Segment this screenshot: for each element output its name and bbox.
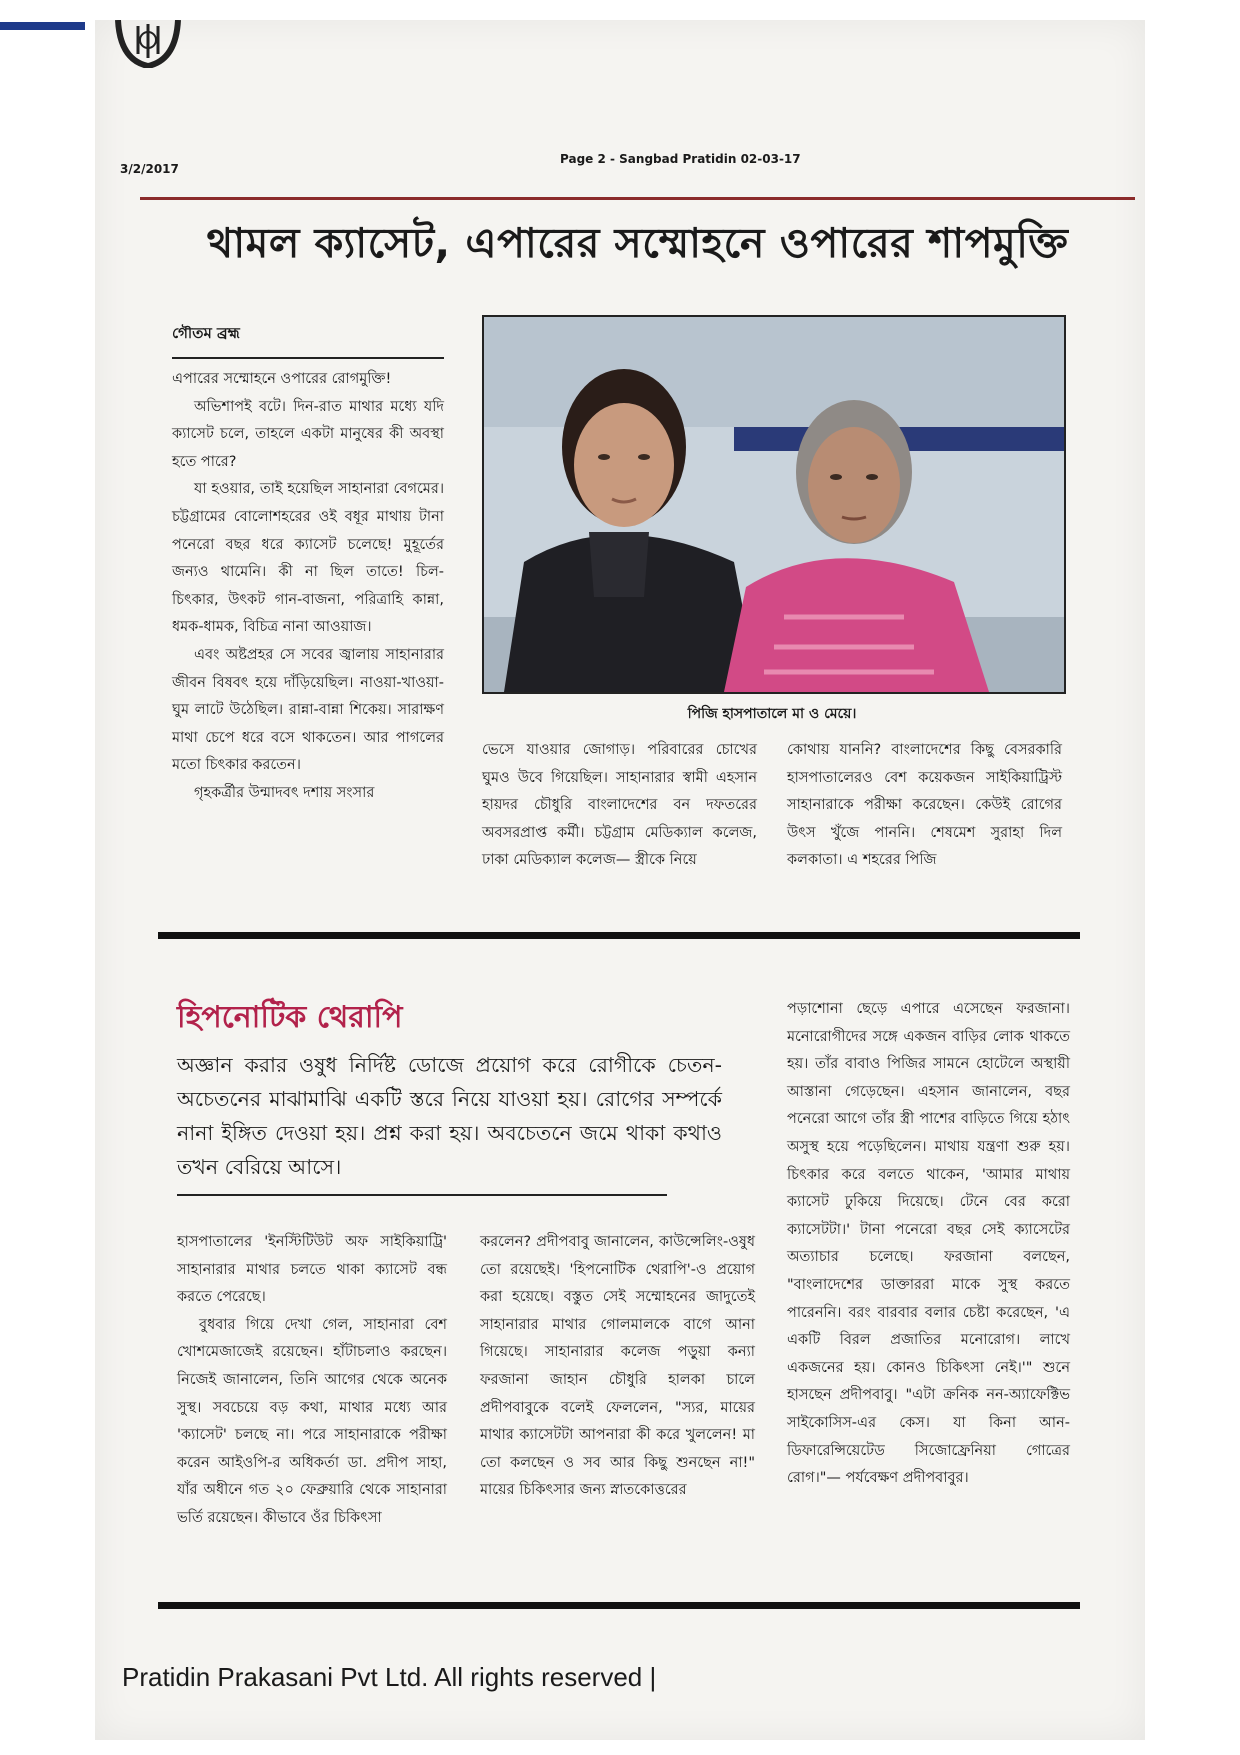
bottom-divider [158,1602,1080,1609]
sidebar-title: হিপনোটিক থেরাপি [177,1000,403,1035]
article-column-1 [172,366,444,808]
sidebar-lead: অজ্ঞান করার ওষুধ নির্দিষ্ট ডোজে প্রয়োগ করে রোগীকে চেতন-অচেতনের মাঝামাঝি একটি স্তরে নিয়ে যাওয়া হয়। রোগের সম্পর্কে নানা ইঙ্গিত দেওয়া হয়। প্রশ্ন করা হয়। অবচেতনে জমে থাকা কথাও তখন বেরিয়ে আসে। [177,1053,722,1179]
header-rule [140,197,1135,200]
paragraph: ভেসে যাওয়ার জোগাড়। পরিবারের চোখের ঘুমও উবে গিয়েছিল। সাহানারার স্বামী এহসান হায়দর চৌধুরি বাংলাদেশের বন দফতরের অবসরপ্রাপ্ত কর্মী। চট্টগ্রাম মেডিক্যাল কলেজ, ঢাকা মেডিক্যাল কলেজ— স্ত্রীকে নিয়ে [482,742,757,869]
paragraph: গৃহকর্ত্রীর উন্মাদবৎ দশায় সংসার [194,784,375,801]
paragraph: বুধবার গিয়ে দেখা গেল, সাহানারা বেশ খোশমেজাজেই রয়েছেন। হাঁটাচলাও করছেন। নিজেই জানালেন, তিনি আগের থেকে অনেক সুস্থ। সবচেয়ে বড় কথা, মাথার মধ্যে আর 'ক্যাসেট' চলছে না। পরে সাহানারাকে পরীক্ষা করেন আইওপি-র অধিকর্তা ডা. প্রদীপ সাহা, যাঁর অধীনে গত ২০ ফেব্রুয়ারি থেকে সাহানারা ভর্তি রয়েছেন। কীভাবে ওঁর চিকিৎসা [177,1316,447,1526]
photo-caption: পিজি হাসপাতালে মা ও মেয়ে। [687,706,857,722]
byline-rule [172,357,444,359]
paragraph: এপারের সম্মোহনে ওপারের রোগমুক্তি! [172,371,392,387]
paragraph: করলেন? প্রদীপবাবু জানালেন, কাউন্সেলিং-ওষুধ তো রয়েছেই। 'হিপনোটিক থেরাপি'-ও প্রয়োগ করা হয়েছে। বস্তুত সেই সম্মোহনের জাদুতেই সাহানারার মাথার গোলমালকে বাগে আনা গিয়েছে। সাহানারার কলেজ পড়ুয়া কন্যা ফরজানা জাহান চৌধুরি হালকা চালে প্রদীপবাবুকে বলেই ফেললেন, "স্যর, মায়ের মাথার ক্যাসেটটা আপনারা কী করে খুললেন! মা তো কলছেন ও সব আর কিছু শুনছেন না!" মায়ের চিকিৎসার জন্য স্নাতকোত্তরের [480,1234,755,1499]
article-headline: থামল ক্যাসেট, এপারের সম্মোহনে ওপারের শাপমুক্তি [206,219,1069,267]
article-column-3 [787,737,1062,875]
scan-edge-strip [0,22,85,30]
scan-date: 3/2/2017 [120,162,179,176]
lower-column-right [787,996,1070,1493]
paragraph: কোথায় যাননি? বাংলাদেশের কিছু বেসরকারি হাসপাতালেরও বেশ কয়েকজন সাইকিয়াট্রিস্ট সাহানারাকে পরীক্ষা করেছেন। কেউই রোগের উৎস খুঁজে পাননি। শেষমেশ সুরাহা দিল কলকাতা। এ শহরের পিজি [787,742,1062,869]
page-reference: Page 2 - Sangbad Pratidin 02-03-17 [560,152,801,166]
paragraph: অভিশাপই বটে। দিন-রাত মাথার মধ্যে যদি ক্যাসেট চলে, তাহলে একটা মানুষের কী অবস্থা হতে পারে? [172,398,444,470]
lower-column-2 [480,1229,755,1505]
article-photo [482,315,1066,694]
copyright-footer: Pratidin Prakasani Pvt Ltd. All rights reserved | [122,1662,657,1692]
sidebar-rule [177,1194,667,1196]
article-column-2 [482,737,757,875]
paragraph: পড়াশোনা ছেড়ে এপারে এসেছেন ফরজানা। মনোরোগীদের সঙ্গে একজন বাড়ির লোক থাকতে হয়। তাঁর বাবাও পিজির সামনে হোটেলে অস্থায়ী আস্তানা গেড়েছেন। এহসান জানালেন, বছর পনেরো আগে তাঁর স্ত্রী পাশের বাড়িতে গিয়ে হঠাৎ অসুস্থ হয়ে পড়েছিলেন। মাথায় যন্ত্রণা শুরু হয়। চিৎকার করে বলতে থাকেন, 'আমার মাথায় ক্যাসেট ঢুকিয়ে দিয়েছে। টেনে বের করো ক্যাসেটটা।' টানা পনেরো বছর সেই ক্যাসেটের অত্যাচার চলেছে। ফরজানা বলছেন, "বাংলাদেশের ডাক্তাররা মাকে সুস্থ করতে পারেননি। বরং বারবার বলার চেষ্টা করেছেন, 'এ একটি বিরল প্রজাতির মনোরোগ। লাখে একজনের হয়। কোনও চিকিৎসা নেই।'" শুনে হাসছেন প্রদীপবাবু। "এটা ক্রনিক নন-অ্যাফেক্টিভ সাইকোসিস-এর কেস। যা কিনা আন-ডিফারেন্সিয়েটেড সিজোফ্রেনিয়া গোত্রের রোগ।"— পর্যবেক্ষণ প্রদীপবাবুর। [787,1001,1070,1487]
paragraph: এবং অষ্টপ্রহর সে সবের জ্বালায় সাহানারার জীবন বিষবৎ হয়ে দাঁড়িয়েছিল। নাওয়া-খাওয়া-ঘুম লাটে উঠেছিল। রান্না-বান্না শিকেয়। সারাক্ষণ মাথা চেপে ধরে বসে থাকতেন। আর পাগলের মতো চিৎকার করতেন। [172,646,444,774]
paragraph: যা হওয়ার, তাই হয়েছিল সাহানারা বেগমের। চট্টগ্রামের বোলোশহরের ওই বধূর মাথায় টানা পনেরো বছর ধরে ক্যাসেট চলেছে! মুহূর্তের জন্যও থামেনি। কী না ছিল তাতে! চিল-চিৎকার, উৎকট গান-বাজনা, পরিত্রাহি কান্না, ধমক-ধামক, বিচিত্র নানা আওয়াজ। [172,481,444,636]
lower-column-1 [177,1229,447,1533]
paragraph: হাসপাতালের 'ইনস্টিটিউট অফ সাইকিয়াট্রি' সাহানারার মাথার চলতে থাকা ক্যাসেট বন্ধ করতে পেরেছে। [177,1234,447,1306]
section-divider [158,932,1080,939]
masthead-emblem-icon [112,20,184,68]
photo-mother-daughter [484,317,1064,692]
byline: গৌতম ব্রহ্ম [172,324,240,342]
